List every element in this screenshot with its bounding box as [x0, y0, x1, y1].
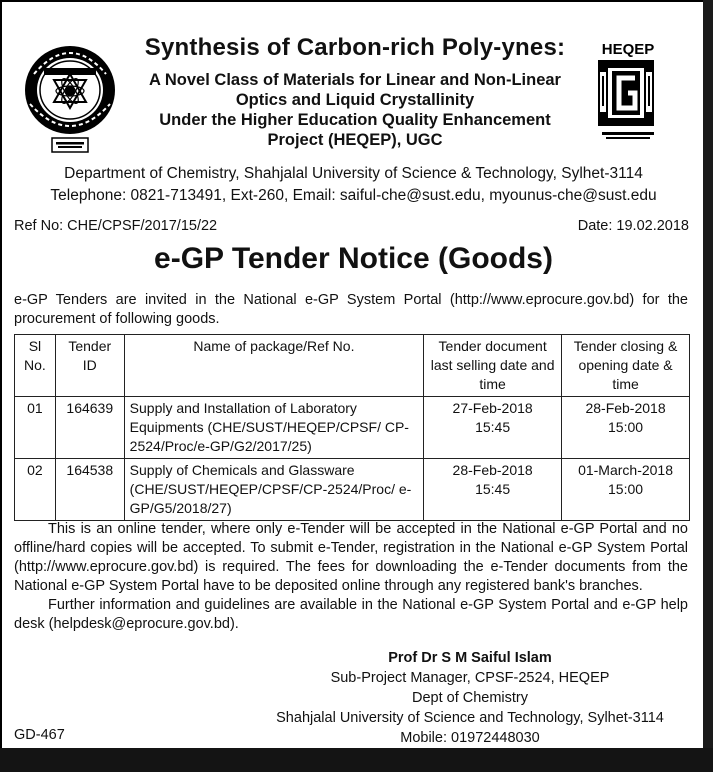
signatory-university: Shahjalal University of Science and Technology, Sylhet-3114 [276, 710, 664, 726]
notice-date: Date: 19.02.2018 [577, 218, 689, 234]
signatory-name: Prof Dr S M Saiful Islam [388, 650, 552, 666]
signatory-mobile: Mobile: 01972448030 [400, 730, 540, 746]
svg-text:HEQEP: HEQEP [601, 41, 655, 58]
body-paragraph-help: Further information and guidelines are available in the National e-GP System Portal and e-GP help desk (helpdesk@eprocure.gov.bd). [14, 597, 688, 632]
subtitle-line: Optics and Liquid Crystallinity [235, 91, 475, 109]
gd-number: GD-467 [14, 727, 65, 743]
department-address: Department of Chemistry, Shahjalal University of Science & Technology, Sylhet-3114 [64, 165, 643, 182]
signatory-dept: Dept of Chemistry [411, 690, 529, 706]
table-row [15, 397, 690, 459]
heqep-logo-icon [588, 38, 668, 146]
header-sl: Sl No. [15, 335, 56, 397]
project-title: Synthesis of Carbon-rich Poly-ynes: [144, 34, 566, 61]
table-header-row [15, 335, 690, 397]
signature-block [270, 648, 670, 748]
cell-selling [424, 459, 562, 521]
cell-tender-id: 164538 [55, 459, 124, 521]
tender-table [14, 334, 690, 521]
reference-number: Ref No: CHE/CPSF/2017/15/22 [14, 218, 218, 234]
header-selling-date: Tender document last selling date and time [424, 335, 562, 397]
body-paragraph-online-tender: This is an online tender, where only e-Tender will be accepted in the National e-GP Portal and no offline/hard copies will be accepted. To submit e-Tender, registration in the National e-GP System Portal (http://www.eprocure.gov.bd) is required. The fees for downloading the e-Tender documents from the National e-GP System Portal have to be deposited online through any registered bank's branches. [14, 521, 688, 594]
cell-tender-id: 164639 [55, 397, 124, 459]
cell-selling [424, 397, 562, 459]
signatory-title: Sub-Project Manager, CPSF-2524, HEQEP [330, 670, 610, 686]
closing-time: 15:00 [608, 481, 644, 497]
selling-time: 15:45 [475, 419, 511, 435]
subtitle-line: Under the Higher Education Quality Enhancement [159, 111, 551, 129]
cell-closing [562, 459, 690, 521]
subtitle-line: Project (HEQEP), UGC [267, 131, 443, 149]
header-tender-id: Tender ID [55, 335, 124, 397]
project-subtitle [140, 70, 570, 150]
cell-package: Supply of Chemicals and Glassware (CHE/SUST/HEQEP/CPSF/CP-2524/Proc/ e-GP/G5/2018/27) [124, 459, 424, 521]
notice-body [14, 520, 688, 634]
cell-sl: 01 [15, 397, 56, 459]
department-block [0, 163, 707, 207]
closing-date: 28-Feb-2018 [585, 400, 666, 416]
cell-sl: 02 [15, 459, 56, 521]
scan-edge-bottom [0, 748, 713, 772]
intro-paragraph: e-GP Tenders are invited in the National e-GP System Portal (http://www.eprocure.gov.bd) for the procurement of following goods. [14, 292, 688, 327]
cell-package: Supply and Installation of Laboratory Equipments (CHE/SUST/HEQEP/CPSF/ CP-2524/Proc/e-GP/G2/2017/25) [124, 397, 424, 459]
selling-date: 28-Feb-2018 [452, 462, 533, 478]
selling-time: 15:45 [475, 481, 511, 497]
selling-date: 27-Feb-2018 [452, 400, 533, 416]
contact-info: Telephone: 0821-713491, Ext-260, Email: saiful-che@sust.edu, myounus-che@sust.edu [50, 187, 657, 204]
table-row [15, 459, 690, 521]
closing-time: 15:00 [608, 419, 644, 435]
header-package: Name of package/Ref No. [124, 335, 424, 397]
subtitle-line: A Novel Class of Materials for Linear and Non-Linear [149, 71, 561, 89]
cell-closing [562, 397, 690, 459]
header-closing-date: Tender closing & opening date & time [562, 335, 690, 397]
closing-date: 01-March-2018 [578, 462, 673, 478]
scan-edge-right [703, 0, 713, 748]
notice-heading: e-GP Tender Notice (Goods) [154, 242, 553, 275]
sust-university-seal-icon [22, 38, 118, 156]
